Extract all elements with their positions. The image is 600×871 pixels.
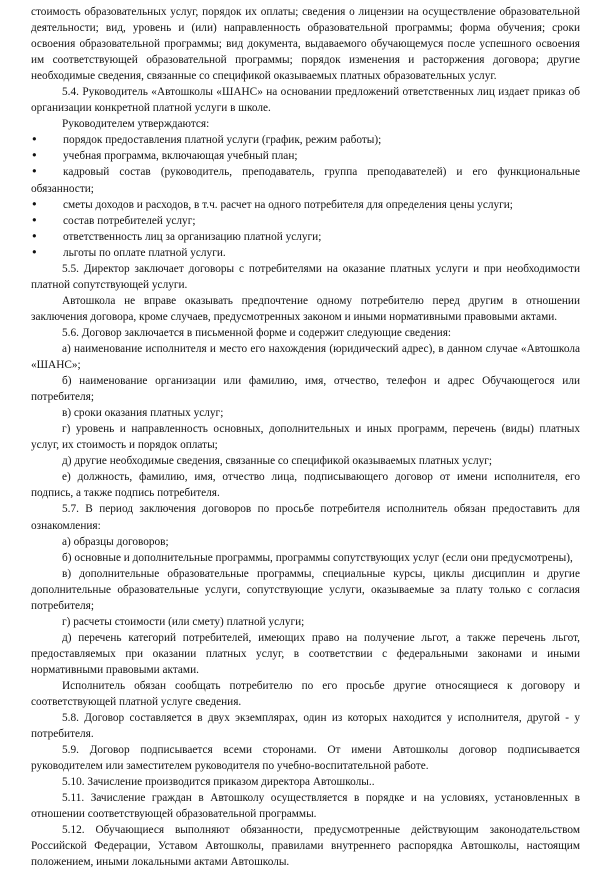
approval-list xyxy=(31,132,580,260)
paragraph-autoschool: Автошкола не вправе оказывать предпочтение одному потребителю перед другим в отношении заключения договора, кроме случаев, предусмотренных законом и иными нормативными правовыми актами. xyxy=(31,294,580,323)
list-item: • состав потребителей услуг; xyxy=(31,213,580,229)
list-item: • учебная программа, включающая учебный план; xyxy=(31,148,580,164)
paragraph-5-5: 5.5. Директор заключает договоры с потребителями на оказание платных услуги и при необходимости платной сопутствующей услуги. xyxy=(31,262,580,291)
bullet-icon: • xyxy=(31,197,38,211)
list-item: • сметы доходов и расходов, в т.ч. расчет на одного потребителя для определения цены услуги; xyxy=(31,197,580,213)
bullet-icon: • xyxy=(31,245,38,259)
paragraph-5-7: 5.7. В период заключения договоров по просьбе потребителя исполнитель обязан предоставить для ознакомления: xyxy=(31,503,580,532)
list-item: • ответственность лиц за организацию платной услуги; xyxy=(31,229,580,245)
paragraph-continuation: стоимость образовательных услуг, порядок их оплаты; сведения о лицензии на осуществление образовательной деятельности; вид, уровень и (или) направленность образовательной программы; форма обучения; сроки освоения образовательной программы; вид документа, выдаваемого обучающемуся после успешного освоения им соответствующей образовательной программы; порядок изменения и расторжения договора; другие необходимые сведения, связанные со спецификой оказываемых платных образовательных услуг. xyxy=(31,6,580,83)
paragraph-5-10: 5.10. Зачисление производится приказом директора Автошколы.. xyxy=(62,776,375,789)
paragraph-5-6-b: б) наименование организации или фамилию, имя, отчество, телефон и адрес Обучающегося или потребителя; xyxy=(31,375,580,404)
paragraph-5-6-e: е) должность, фамилию, имя, отчество лица, подписывающего договор от имени исполнителя, его подпись, а также подпись потребителя. xyxy=(31,471,580,500)
paragraph-5-6-g: г) уровень и направленность основных, дополнительных и иных программ, перечень (виды) платных услуг, их стоимость и порядок оплаты; xyxy=(31,423,580,452)
bullet-icon: • xyxy=(31,213,38,227)
paragraph-5-6-v: в) сроки оказания платных услуг; xyxy=(62,407,224,420)
paragraph-5-6-d: д) другие необходимые сведения, связанные со спецификой оказываемых платных услуг; xyxy=(62,455,492,468)
paragraph-5-7-v: в) дополнительные образовательные программы, специальные курсы, циклы дисциплин и другие дополнительные образовательные услуги, сопутствующие услуги, оказываемые за плату только с согласия потребителя; xyxy=(31,567,580,612)
paragraph-5-7-a: а) образцы договоров; xyxy=(62,535,169,548)
paragraph-executor: Исполнитель обязан сообщать потребителю по его просьбе другие относящиеся к договору и соответствующей платной услуге сведения. xyxy=(31,679,580,709)
paragraph-5-9: 5.9. Договор подписывается всеми сторонами. От имени Автошколы договор подписывается руководителем или заместителем руководителя по учебно-воспитательной работе. xyxy=(31,744,580,773)
bullet-icon: • xyxy=(31,133,38,147)
bullet-icon: • xyxy=(31,229,38,243)
paragraph-5-7-d: д) перечень категорий потребителей, имеющих право на получение льгот, а также перечень льгот, предоставляемых при оказании платных услуг, в соответствии с федеральными законами и иными нормативными правовыми актами. xyxy=(31,631,580,676)
paragraph-5-7-b: б) основные и дополнительные программы, программы сопутствующих услуг (если они предусмотрены), xyxy=(62,551,573,564)
paragraph-5-7-g: г) расчеты стоимости (или смету) платной услуги; xyxy=(62,615,305,628)
bullet-icon: • xyxy=(31,149,38,163)
list-item: • порядок предоставления платной услуги (график, режим работы); xyxy=(31,132,580,148)
paragraph-5-4: 5.4. Руководитель «Автошколы «ШАНС» на основании предложений ответственных лиц издает приказ об организации конкретной платной услуги в школе. xyxy=(31,86,580,115)
paragraph-5-12: 5.12. Обучающиеся выполняют обязанности, предусмотренные действующим законодательством Российской Федерации, Уставом Автошколы, правилами внутреннего распорядка Автошколы, настоящим положением, иными локальными актами Автошколы. xyxy=(31,824,580,869)
paragraph-5-6-a: а) наименование исполнителя и место его нахождения (юридический адрес), в данном случае «Автошкола «ШАНС»; xyxy=(31,342,580,372)
paragraph-5-6: 5.6. Договор заключается в письменной форме и содержит следующие сведения: xyxy=(62,326,452,339)
paragraph-approves: Руководителем утверждаются: xyxy=(62,118,210,131)
bullet-icon: • xyxy=(31,165,38,179)
list-item: • кадровый состав (руководитель, преподаватель, группа преподавателей) и его функциональные обязанности; xyxy=(31,165,580,195)
paragraph-5-11: 5.11. Зачисление граждан в Автошколу осуществляется в порядке и на условиях, установленных в отношении соответствующей образовательной программы. xyxy=(31,792,580,821)
list-item: • льготы по оплате платной услуги. xyxy=(31,245,580,261)
paragraph-5-8: 5.8. Договор составляется в двух экземплярах, один из которых находится у исполнителя, другой - у потребителя. xyxy=(31,712,580,741)
